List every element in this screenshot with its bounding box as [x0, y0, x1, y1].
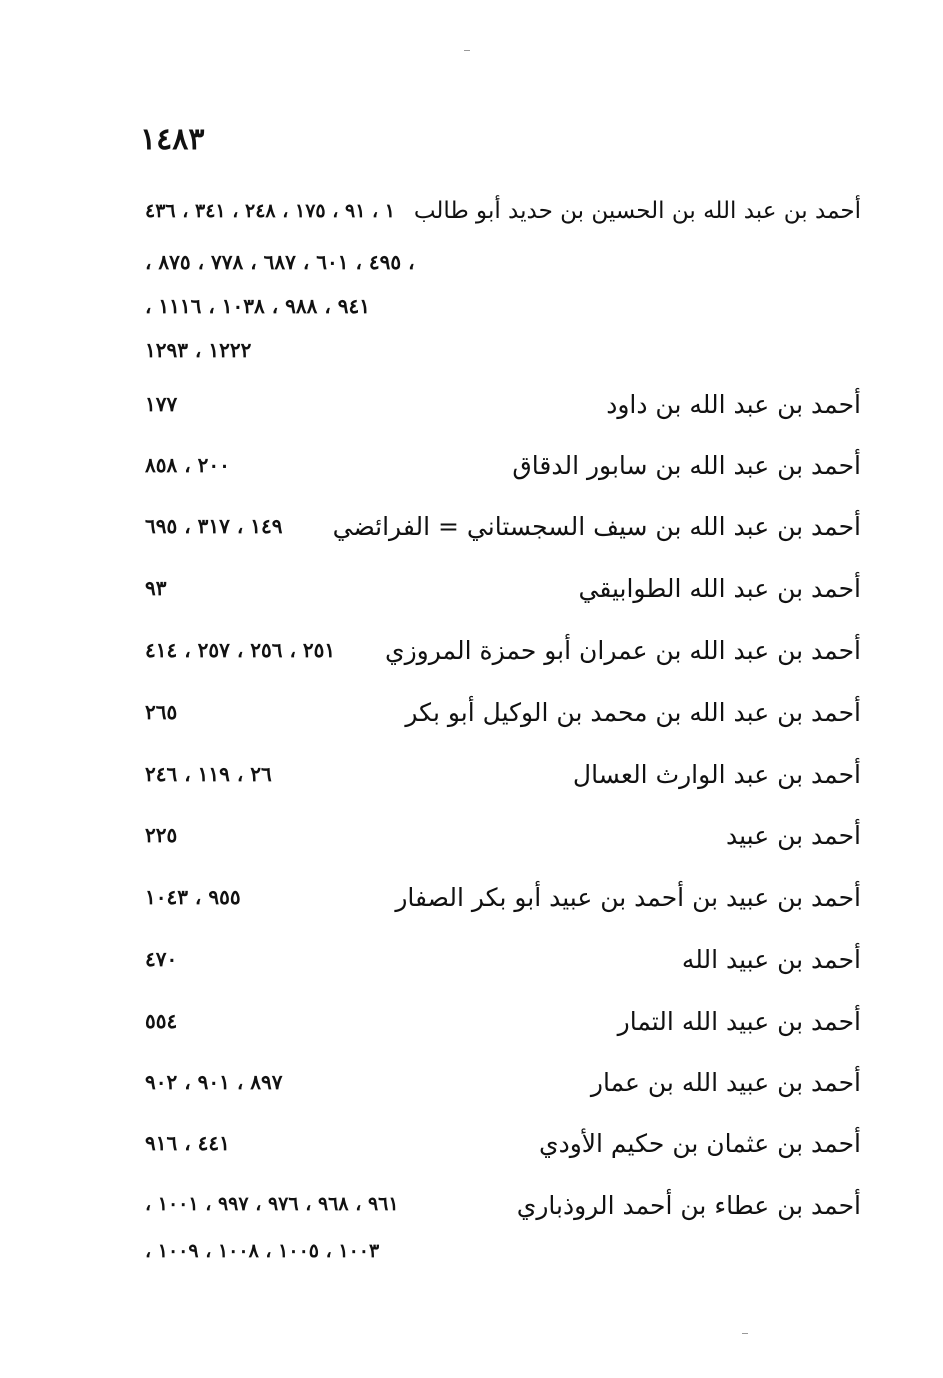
entry-refs: ٢٢٥ — [145, 823, 178, 847]
entry-refs-continued: ٩٤١ ، ٩٨٨ ، ١٠٣٨ ، ١١١٦ ، — [145, 294, 370, 318]
entry-refs: ٩٦١ ، ٩٦٨ ، ٩٧٦ ، ٩٩٧ ، ١٠٠١ ، — [145, 1193, 399, 1215]
entry-name: أحمد بن عبد الوارث العسال — [572, 760, 861, 789]
entry-refs: ١ ، ٩١ ، ١٧٥ ، ٢٤٨ ، ٣٤١ ، ٤٣٦ — [145, 200, 396, 222]
entry-name: أحمد بن عبد الله بن الحسين بن حديد أبو طالب — [413, 198, 861, 224]
index-entry — [0, 512, 943, 552]
entry-name: أحمد بن عبد الله بن داود — [606, 390, 861, 419]
entry-name: أحمد بن عبيد الله — [681, 945, 861, 974]
index-entry — [0, 698, 943, 738]
entry-name: أحمد بن عبيد الله بن عمار — [590, 1068, 861, 1097]
entry-name: أحمد بن عبد الله بن محمد بن الوكيل أبو بكر — [405, 698, 861, 727]
entry-refs: ٥٥٤ — [145, 1009, 178, 1033]
entry-refs: ٢٥١ ، ٢٥٦ ، ٢٥٧ ، ٤١٤ — [145, 638, 336, 662]
entry-refs-continued: ١٠٠٣ ، ١٠٠٥ ، ١٠٠٨ ، ١٠٠٩ ، — [145, 1240, 380, 1262]
entry-name: أحمد بن عبد الله بن عمران أبو حمزة المروزي — [385, 636, 861, 665]
scan-mark-bottom — [742, 1333, 748, 1334]
index-entry — [0, 883, 943, 923]
entry-name: أحمد بن عبيد بن أحمد بن عبيد أبو بكر الصفار — [395, 883, 861, 912]
entry-name: أحمد بن عبيد الله التمار — [617, 1007, 861, 1036]
index-entry — [0, 636, 943, 676]
index-entry — [0, 198, 943, 238]
entry-name: أحمد بن عبد الله بن سيف السجستاني = الفرائضي — [332, 512, 861, 541]
entry-name: أحمد بن عثمان بن حكيم الأودي — [539, 1129, 861, 1158]
entry-name: أحمد بن عبد الله بن سابور الدقاق — [512, 451, 861, 480]
index-entry — [0, 390, 943, 430]
scan-mark-top — [464, 50, 470, 51]
entry-refs: ٤٧٠ — [145, 947, 178, 971]
page-number: ١٤٨٣ — [140, 122, 205, 157]
index-entry — [0, 1191, 943, 1231]
index-entry — [0, 821, 943, 861]
index-entry — [0, 451, 943, 491]
entry-refs: ١٧٧ — [145, 392, 178, 416]
index-entry — [0, 945, 943, 985]
entry-name: أحمد بن عطاء بن أحمد الروذباري — [516, 1191, 861, 1220]
index-entry — [0, 1007, 943, 1047]
entry-refs-continued: ١٢٢٢ ، ١٢٩٣ — [145, 338, 252, 362]
index-entry — [0, 1068, 943, 1108]
entry-refs: ٤٤١ ، ٩١٦ — [145, 1131, 230, 1155]
index-entry — [0, 1129, 943, 1169]
index-entry — [0, 760, 943, 800]
entry-refs: ٢٦ ، ١١٩ ، ٢٤٦ — [145, 762, 272, 786]
entry-refs: ٢٠٠ ، ٨٥٨ — [145, 453, 230, 477]
index-entry — [0, 574, 943, 614]
entry-refs: ٨٩٧ ، ٩٠١ ، ٩٠٢ — [145, 1070, 283, 1094]
entry-refs: ٢٦٥ — [145, 700, 178, 724]
entry-name: أحمد بن عبيد — [726, 821, 861, 850]
entry-refs-continued: ، ٤٩٥ ، ٦٠١ ، ٦٨٧ ، ٧٧٨ ، ٨٧٥ ، — [145, 250, 415, 274]
entry-refs: ٩٣ — [145, 576, 167, 600]
entry-refs: ٩٥٥ ، ١٠٤٣ — [145, 885, 241, 909]
entry-name: أحمد بن عبد الله الطوابيقي — [578, 574, 861, 603]
entry-refs: ١٤٩ ، ٣١٧ ، ٦٩٥ — [145, 514, 283, 538]
